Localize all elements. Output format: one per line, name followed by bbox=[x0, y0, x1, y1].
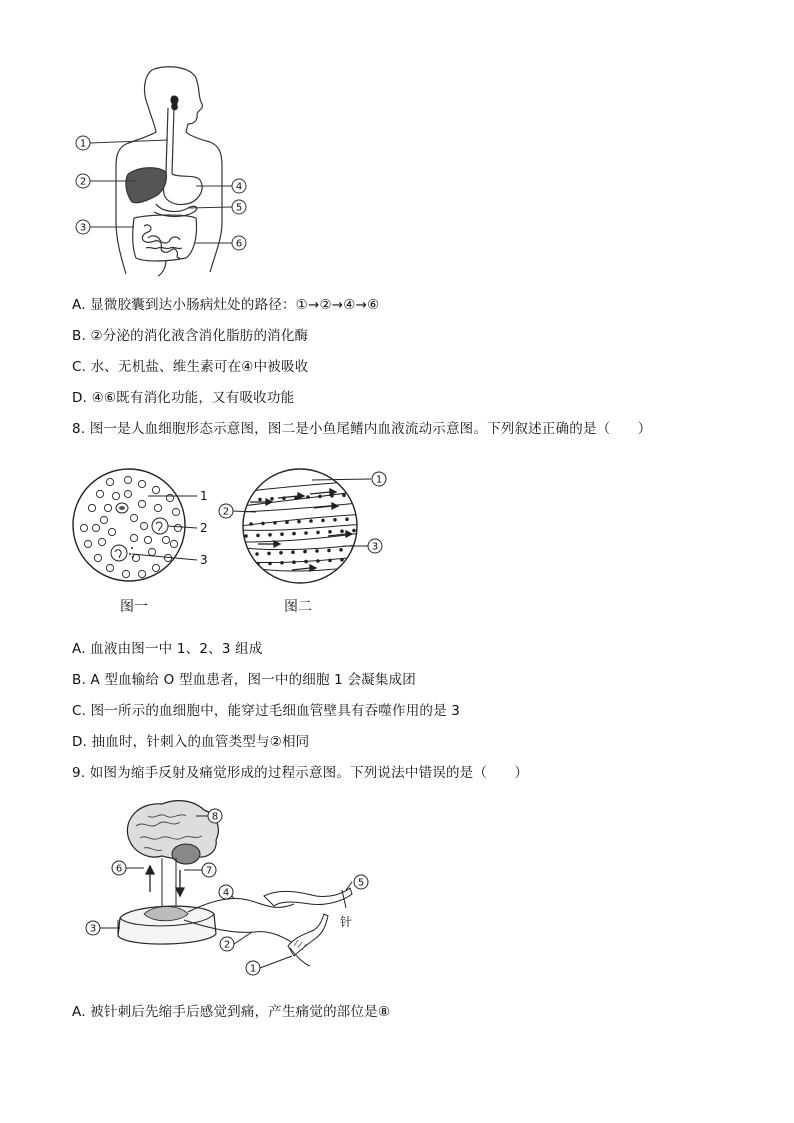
q8-option-c: C. 图一所示的血细胞中，能穿过毛细血管壁具有吞噬作用的是 3 bbox=[72, 703, 461, 719]
svg-text:2: 2 bbox=[222, 506, 230, 518]
label-5: 5 bbox=[235, 202, 243, 214]
label-6: 6 bbox=[235, 238, 243, 250]
svg-text:5: 5 bbox=[357, 877, 365, 889]
svg-text:8: 8 bbox=[211, 811, 219, 823]
fig2-caption: 图二 bbox=[284, 599, 312, 615]
q8-option-d: D. 抽血时，针刺入的血管类型与②相同 bbox=[72, 734, 310, 750]
svg-text:4: 4 bbox=[222, 887, 230, 899]
q7-option-a: A. 显微胶囊到达小肠病灶处的路径：①→②→④→⑥ bbox=[72, 297, 380, 313]
fig1-label-3: 3 bbox=[200, 553, 208, 567]
q7-option-b: B. ②分泌的消化液含消化脂肪的消化酶 bbox=[72, 328, 309, 344]
q9-stem: 9. 如图为缩手反射及痛觉形成的过程示意图。下列说法中错误的是（ ） bbox=[72, 765, 529, 781]
digestive-system-figure bbox=[70, 62, 260, 277]
svg-text:1: 1 bbox=[375, 474, 383, 486]
svg-text:2: 2 bbox=[223, 939, 231, 951]
label-3: 3 bbox=[79, 222, 87, 234]
needle-label: 针 bbox=[340, 915, 353, 929]
blood-flow-figure bbox=[218, 466, 390, 586]
svg-text:3: 3 bbox=[371, 541, 379, 553]
label-1: 1 bbox=[79, 138, 87, 150]
svg-text:3: 3 bbox=[89, 923, 97, 935]
q8-option-b: B. A 型血输给 O 型血患者，图一中的细胞 1 会凝集成团 bbox=[72, 672, 416, 688]
q7-option-c: C. 水、无机盐、维生素可在④中被吸收 bbox=[72, 359, 309, 375]
q8-stem: 8. 图一是人血细胞形态示意图，图二是小鱼尾鳍内血液流动示意图。下列叙述正确的是（ ） bbox=[72, 421, 652, 437]
q9-option-a: A. 被针刺后先缩手后感觉到痛，产生痛觉的部位是⑧ bbox=[72, 1004, 391, 1020]
svg-text:6: 6 bbox=[115, 863, 123, 875]
fig1-label-1: 1 bbox=[200, 489, 208, 503]
fig1-label-2: 2 bbox=[200, 521, 208, 535]
fig1-caption: 图一 bbox=[120, 599, 148, 615]
svg-text:7: 7 bbox=[205, 865, 213, 877]
q8-option-a: A. 血液由图一中 1、2、3 组成 bbox=[72, 641, 263, 657]
q7-option-d: D. ④⑥既有消化功能，又有吸收功能 bbox=[72, 390, 295, 406]
label-2: 2 bbox=[79, 176, 87, 188]
label-4: 4 bbox=[235, 181, 243, 193]
svg-text:1: 1 bbox=[249, 963, 257, 975]
reflex-arc-figure bbox=[84, 796, 374, 982]
blood-cells-figure bbox=[72, 468, 222, 586]
